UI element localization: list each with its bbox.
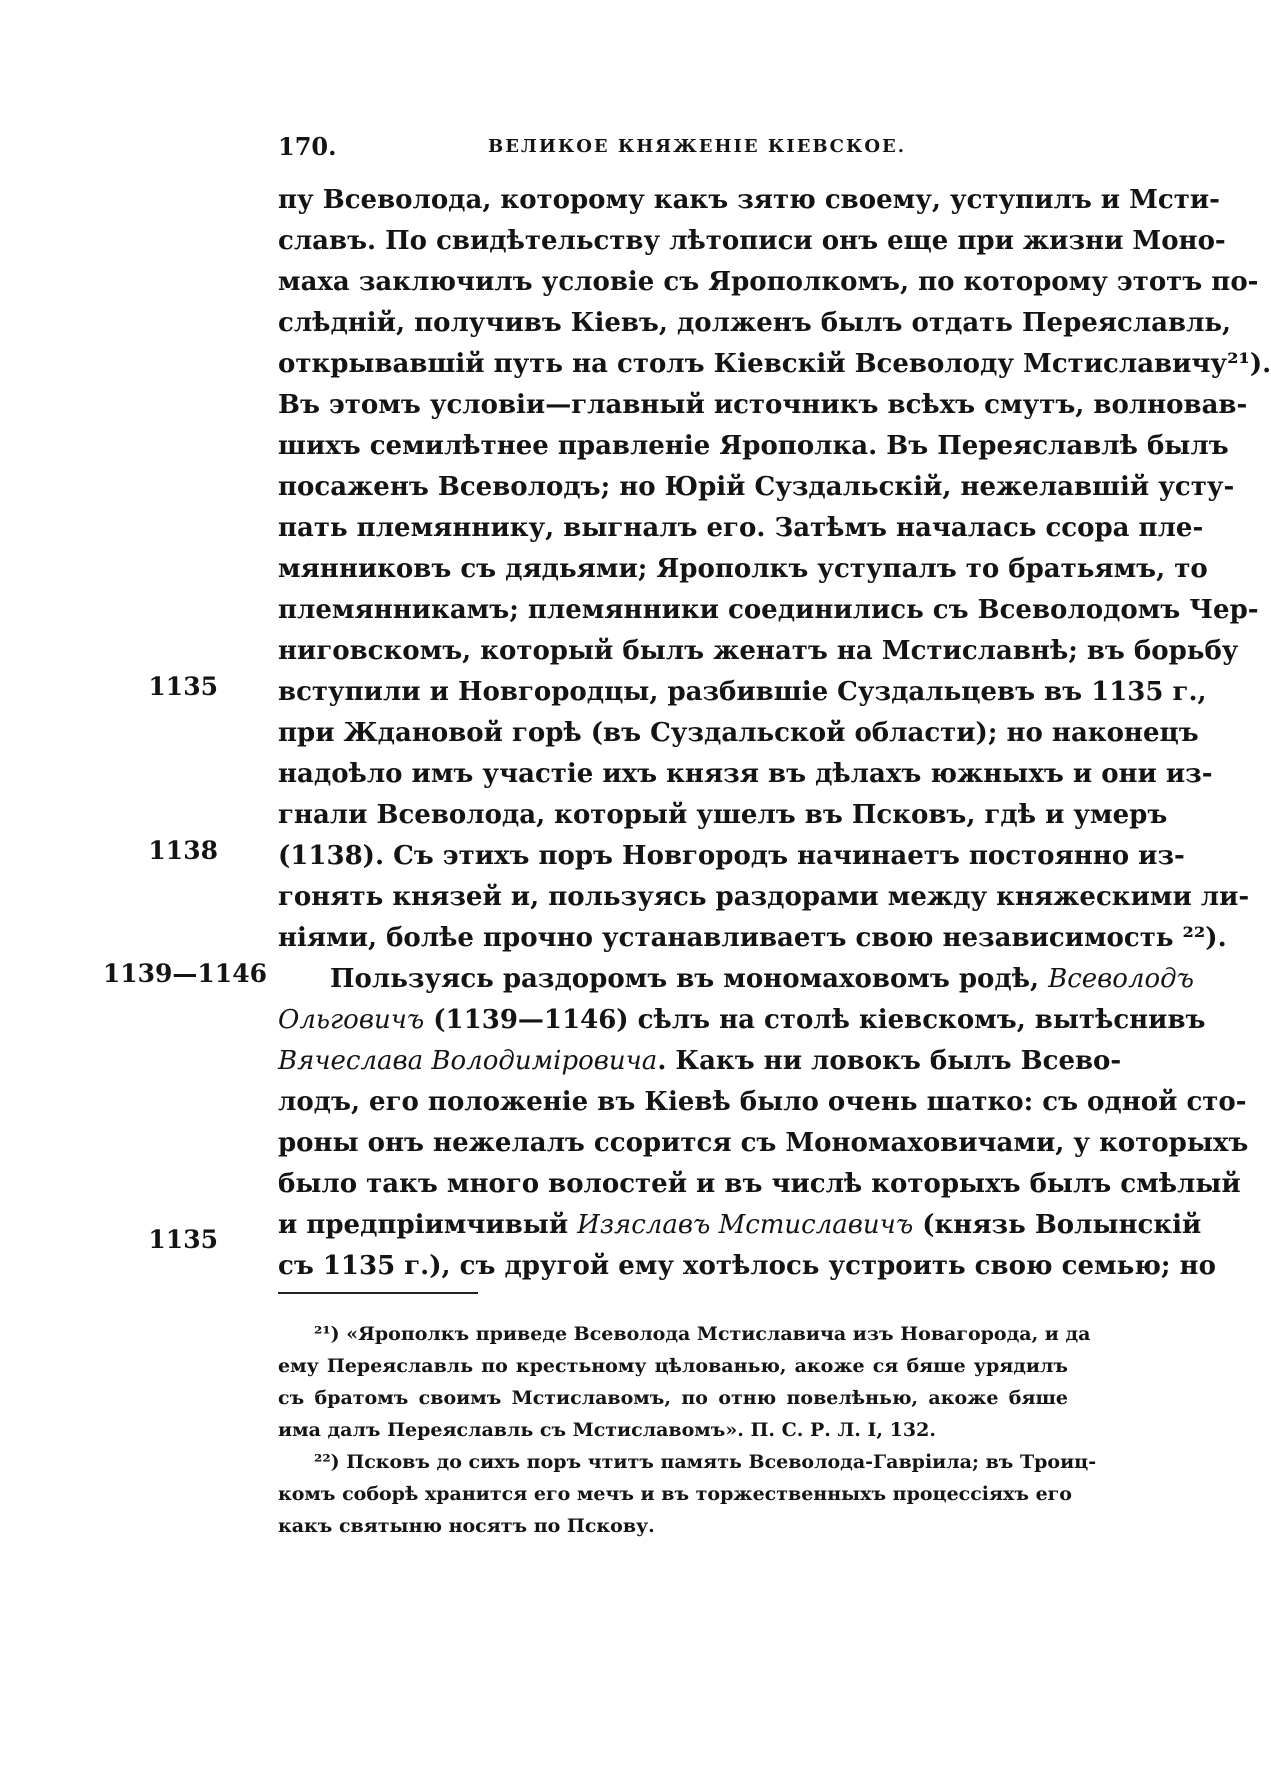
text-line: открывавшій путь на столъ Кіевскій Всеволоду Мстиславичу²¹). <box>278 349 1271 379</box>
footnote-line: съ братомъ своимъ Мстиславомъ, по отню повелѣнью, акоже бяше <box>278 1387 1068 1409</box>
page-number: 170. <box>278 132 337 161</box>
text-line: Въ этомъ условіи—главный источникъ всѣхъ смутъ, волновав- <box>278 390 1248 420</box>
text-line: съ 1135 г.), съ другой ему хотѣлось устроить свою семью; но <box>278 1251 1216 1281</box>
running-title: ВЕЛИКОЕ КНЯЖЕНІЕ КІЕВСКОЕ. <box>488 136 906 157</box>
text-run: (1139—1146) сѣлъ на столѣ кіевскомъ, вытѣснивъ <box>424 1005 1206 1035</box>
margin-year: 1139—1146 <box>102 959 267 988</box>
text-line <box>278 959 1194 1000</box>
text-run: и предпріимчивый <box>278 1210 578 1240</box>
text-line: пать племяннику, выгналъ его. Затѣмъ началась ссора пле- <box>278 513 1204 543</box>
footnote-line: какъ святыню носятъ по Пскову. <box>278 1515 655 1537</box>
footnote-line: ²¹) «Ярополкъ приведе Всеволода Мстиславича изъ Новагорода, и да <box>314 1323 1091 1345</box>
text-run: . Какъ ни ловокъ былъ Всево- <box>657 1046 1122 1076</box>
footnote-line: ²²) Псковъ до сихъ поръ чтитъ память Всеволода-Гавріила; въ Троиц- <box>314 1451 1097 1473</box>
text-line: роны онъ нежелалъ ссорится съ Мономаховичами, у которыхъ <box>278 1128 1249 1158</box>
italic-name: Изяславъ Мстиславичъ <box>577 1210 914 1240</box>
text-run: (князь Волынскій <box>913 1210 1202 1240</box>
margin-year: 1135 <box>148 672 218 701</box>
text-line: маха заключилъ условіе съ Ярополкомъ, по которому этотъ по- <box>278 267 1259 297</box>
text-line: посаженъ Всеволодъ; но Юрій Суздальскій, нежелавшій усту- <box>278 472 1235 502</box>
footnote-line: има далъ Переяславль съ Мстиславомъ». П. С. Р. Л. I, 132. <box>278 1419 936 1441</box>
text-line: мянниковъ съ дядьями; Ярополкъ уступалъ то братьямъ, то <box>278 554 1208 584</box>
text-run: Пользуясь раздоромъ въ мономаховомъ родѣ, <box>330 964 1049 994</box>
footnote-line: комъ соборѣ хранится его мечъ и въ торжественныхъ процессіяхъ его <box>278 1483 1072 1505</box>
text-line: ніями, болѣе прочно устанавливаетъ свою независимость ²²). <box>278 923 1227 953</box>
italic-name: Всеволодъ <box>1048 964 1194 994</box>
footnotes <box>278 1318 1097 1542</box>
text-line: славъ. По свидѣтельству лѣтописи онъ еще при жизни Моно- <box>278 226 1226 256</box>
italic-name: Вячеслава Володиміровича <box>278 1046 658 1076</box>
text-line: слѣдній, получивъ Кіевъ, долженъ былъ отдать Переяславль, <box>278 308 1232 338</box>
text-line: гнали Всеволода, который ушелъ въ Псковъ, гдѣ и умеръ <box>278 800 1168 830</box>
text-line: надоѣло имъ участіе ихъ князя въ дѣлахъ южныхъ и они из- <box>278 759 1213 789</box>
text-line: вступили и Новгородцы, разбившіе Суздальцевъ въ 1135 г., <box>278 677 1207 707</box>
text-line: шихъ семилѣтнее правленіе Ярополка. Въ Переяславлѣ былъ <box>278 431 1229 461</box>
margin-year: 1138 <box>148 836 218 865</box>
footnote-divider <box>278 1292 478 1294</box>
footnote-line: ему Переяславль по крестьному цѣлованью, акоже ся бяше урядилъ <box>278 1355 1068 1377</box>
text-line: племянникамъ; племянники соединились съ Всеволодомъ Чер- <box>278 595 1259 625</box>
text-line: лодъ, его положеніе въ Кіевѣ было очень шатко: съ одной сто- <box>278 1087 1247 1117</box>
main-text <box>278 180 1271 1287</box>
italic-name: Ольговичъ <box>278 1005 425 1035</box>
text-line: ниговскомъ, который былъ женатъ на Мстиславнѣ; въ борьбу <box>278 636 1239 666</box>
text-line <box>278 1000 1206 1041</box>
margin-year: 1135 <box>148 1225 218 1254</box>
text-line: (1138). Съ этихъ поръ Новгородъ начинаетъ постоянно из- <box>278 841 1185 871</box>
text-line: было такъ много волостей и въ числѣ которыхъ былъ смѣлый <box>278 1169 1241 1199</box>
text-line <box>278 1205 1202 1246</box>
text-line: при Ждановой горѣ (въ Суздальской области); но наконецъ <box>278 718 1199 748</box>
text-line: гонять князей и, пользуясь раздорами между княжескими ли- <box>278 882 1250 912</box>
text-line <box>278 1041 1122 1082</box>
text-line: пу Всеволода, которому какъ зятю своему, уступилъ и Мсти- <box>278 185 1220 215</box>
page-header <box>278 132 1058 172</box>
